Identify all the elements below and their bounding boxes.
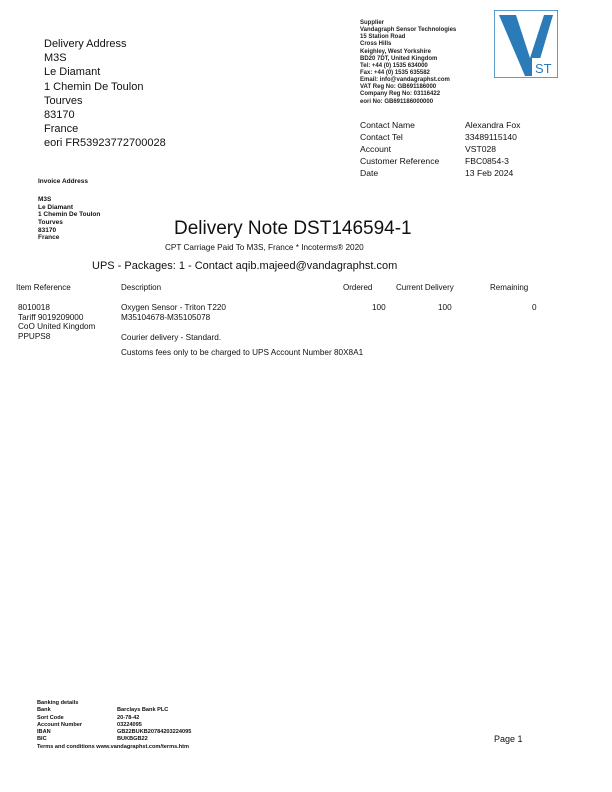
banking-row [37, 722, 277, 729]
supplier-line: Cross Hills [360, 41, 392, 48]
col-current-delivery: Current Delivery [396, 283, 454, 292]
bank-label: Bank [37, 707, 51, 714]
document-title: Delivery Note DST146594-1 [174, 218, 412, 239]
invoice-address-heading: Invoice Address [38, 178, 88, 185]
col-remaining: Remaining [490, 283, 529, 292]
contact-row [360, 131, 550, 143]
item-package: PPUPS8 [18, 332, 51, 342]
customer-reference-label: Customer Reference [360, 156, 440, 167]
remaining-cell: 0 [532, 303, 537, 312]
banking-row [37, 736, 277, 743]
contact-tel-value: 33489115140 [465, 132, 517, 143]
terms-link[interactable]: Terms and conditions www.vandagraphst.com/terms.htm [37, 743, 189, 750]
carriage-terms: CPT Carriage Paid To M3S, France * Incoterms® 2020 [165, 243, 364, 252]
banking-row [37, 729, 277, 736]
contact-name-label: Contact Name [360, 120, 415, 130]
account-number-value: 03224095 [117, 721, 142, 728]
contact-row [360, 119, 550, 131]
page-number: Page 1 [494, 734, 523, 744]
delivery-address-line: Tourves [44, 94, 83, 107]
contact-name-value: Alexandra Fox [465, 120, 521, 130]
delivery-address-line: France [44, 123, 79, 136]
delivery-address-line: 1 Chemin De Toulon [44, 80, 144, 93]
sort-code-label: Sort Code [37, 714, 64, 721]
customer-reference-value: FBC0854-3 [465, 156, 509, 167]
account-number-label: Account Number [37, 721, 83, 728]
supplier-fax: Fax: +44 (0) 1535 635582 [360, 69, 430, 76]
invoice-address [38, 196, 100, 242]
sort-code-value: 20-78-42 [117, 714, 140, 721]
date-value: 13 Feb 2024 [465, 168, 514, 179]
item-serials: M35104678-M35105078 [121, 312, 211, 322]
supplier-line: BD20 7DT, United Kingdom [360, 55, 438, 62]
ordered-cell: 100 [372, 303, 386, 312]
item-code: 8010018 [18, 303, 50, 312]
delivery-address-eori: eori FR53923772700028 [44, 137, 166, 150]
invoice-address-line: France [38, 234, 60, 242]
banking-heading: Banking details [37, 700, 79, 706]
company-logo [494, 10, 558, 78]
item-origin: CoO United Kingdom [18, 322, 96, 332]
contact-info [360, 119, 550, 179]
item-tariff: Tariff 9019209000 [18, 312, 84, 322]
customs-note: Customs fees only to be charged to UPS Account Number 80X8A1 [121, 348, 364, 357]
account-value: VST028 [465, 144, 497, 155]
col-ordered: Ordered [343, 283, 373, 292]
supplier-email: Email: info@vandagraphst.com [360, 77, 450, 84]
banking-details [37, 700, 277, 751]
table-header [0, 283, 612, 295]
banking-title [37, 700, 277, 707]
iban-value: GB22BUKB20784203224095 [117, 729, 192, 736]
supplier-tel: Tel: +44 (0) 1535 634000 [360, 62, 428, 69]
invoice-address-line: 1 Chemin De Toulon [38, 211, 101, 219]
invoice-address-line: Tourves [38, 219, 63, 227]
description-cell [121, 303, 226, 322]
bic-value: BUKBGB22 [117, 736, 148, 743]
invoice-address-line: Le Diamant [38, 203, 74, 211]
account-label: Account [360, 144, 392, 155]
invoice-address-line: 83170 [38, 226, 57, 234]
shipping-info: UPS - Packages: 1 - Contact aqib.majeed@vandagraphst.com [92, 260, 398, 272]
col-description: Description [121, 283, 162, 292]
delivery-address-line: 83170 [44, 108, 75, 121]
date-label: Date [360, 168, 379, 179]
vst-logo-graphic [494, 10, 558, 78]
supplier-heading: Supplier [360, 20, 385, 26]
item-reference-cell [18, 303, 95, 342]
delivery-address-line: Le Diamant [44, 66, 101, 79]
bic-label: BIC [37, 736, 47, 743]
supplier-line: Keighley, West Yorkshire [360, 48, 431, 55]
delivery-address [44, 37, 166, 151]
supplier-block [360, 20, 456, 106]
contact-row [360, 167, 550, 179]
contact-row [360, 143, 550, 155]
terms-row [37, 744, 277, 751]
supplier-vat: VAT Reg No: GB691186000 [360, 84, 437, 91]
supplier-line: 15 Station Road [360, 34, 406, 41]
col-item-reference: Item Reference [16, 283, 71, 292]
item-description: Oxygen Sensor - Triton T220 [121, 303, 226, 312]
contact-tel-label: Contact Tel [360, 132, 403, 143]
supplier-line: Vandagraph Sensor Technologies [360, 27, 457, 34]
iban-label: IBAN [37, 729, 51, 736]
invoice-address-line: M3S [38, 196, 52, 203]
logo-letters: ST [535, 61, 552, 76]
bank-value: Barclays Bank PLC [117, 707, 169, 714]
contact-row [360, 155, 550, 167]
delivery-address-heading: Delivery Address [44, 38, 127, 50]
banking-row [37, 707, 277, 714]
banking-row [37, 715, 277, 722]
delivery-address-line: M3S [44, 52, 67, 65]
supplier-company-reg: Company Reg No: 03116422 [360, 91, 441, 98]
courier-note: Courier delivery - Standard. [121, 333, 222, 342]
supplier-eori: eori No: GB691186000000 [360, 98, 434, 105]
current-delivery-cell: 100 [438, 303, 452, 312]
